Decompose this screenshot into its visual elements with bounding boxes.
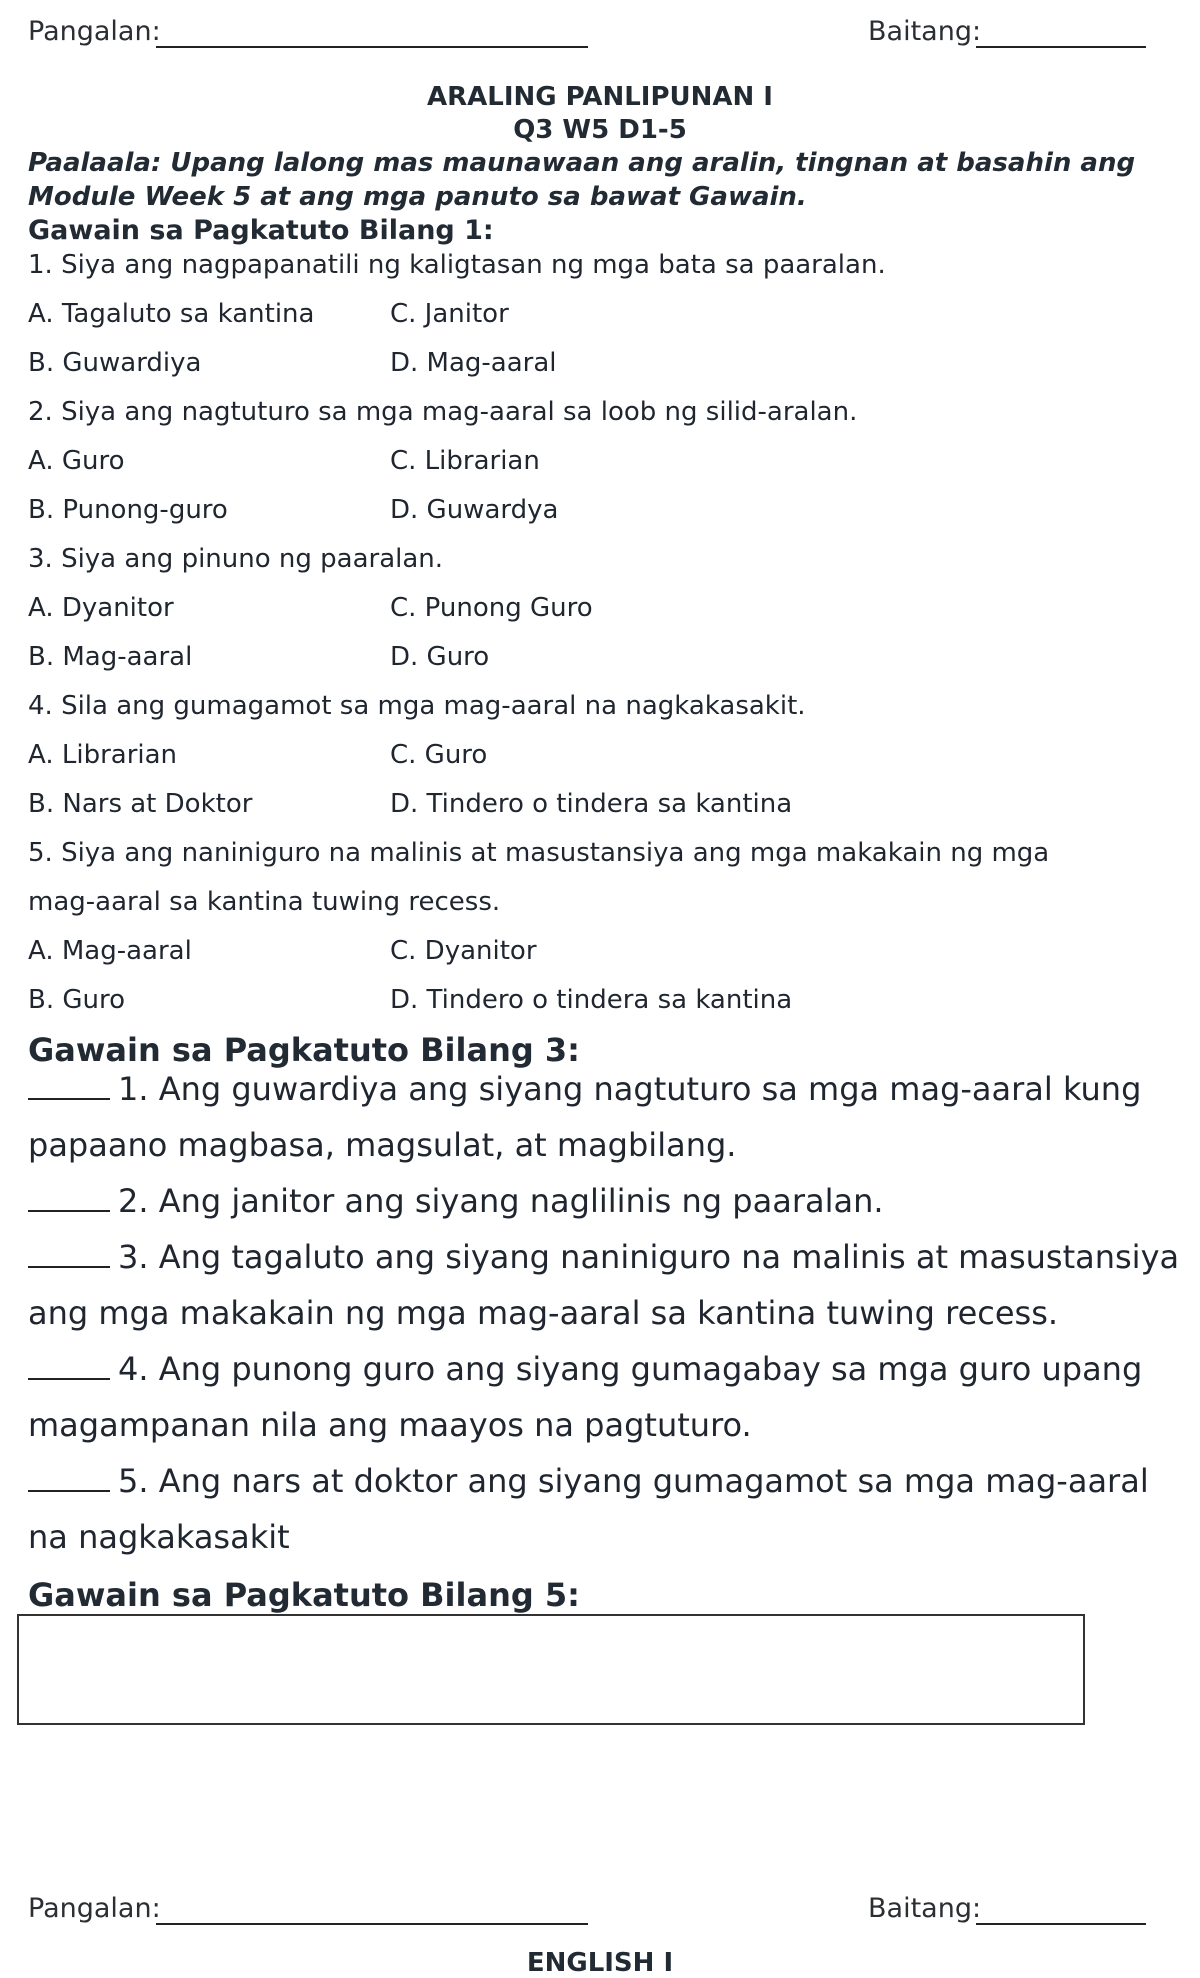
question-1-text: 1. Siya ang nagpapanatili ng kaligtasan ng mga bata sa paaralan. xyxy=(28,250,886,280)
activity-3-heading: Gawain sa Pagkatuto Bilang 3: xyxy=(28,1031,580,1069)
grade-field-2[interactable] xyxy=(976,1923,1146,1925)
next-subject-title: ENGLISH I xyxy=(526,1948,674,1978)
activity-1-heading: Gawain sa Pagkatuto Bilang 1: xyxy=(28,215,494,246)
quarter-week-label: Q3 W5 D1-5 xyxy=(513,115,687,145)
statement-text: 1. Ang guwardiya ang siyang nagtuturo sa mga mag-aaral kung xyxy=(118,1070,1142,1108)
question-2-choice[interactable]: D. Guwardya xyxy=(390,495,559,525)
question-3-choice[interactable]: D. Guro xyxy=(390,642,490,672)
question-5-choice[interactable]: B. Guro xyxy=(28,985,126,1015)
statement-5-continued: na nagkakasakit xyxy=(28,1518,290,1556)
statement-2 xyxy=(28,1182,884,1220)
grade-label-2: Baitang: xyxy=(868,1893,982,1924)
name-field[interactable] xyxy=(156,46,588,48)
name-label: Pangalan: xyxy=(28,16,161,47)
question-3-choice[interactable]: A. Dyanitor xyxy=(28,593,174,623)
reminder-line-2: Module Week 5 at ang mga panuto sa bawat Gawain. xyxy=(28,182,807,212)
answer-blank[interactable] xyxy=(28,1354,110,1380)
question-4-text: 4. Sila ang gumagamot sa mga mag-aaral na nagkakasakit. xyxy=(28,691,806,721)
question-1-choice[interactable]: D. Mag-aaral xyxy=(390,348,557,378)
question-2-text: 2. Siya ang nagtuturo sa mga mag-aaral sa loob ng silid-aralan. xyxy=(28,397,858,427)
answer-blank[interactable] xyxy=(28,1074,110,1100)
reminder-line-1: Paalaala: Upang lalong mas maunawaan ang aralin, tingnan at basahin ang xyxy=(28,148,1136,178)
name-field-2[interactable] xyxy=(156,1923,588,1925)
question-2-choice[interactable]: A. Guro xyxy=(28,446,125,476)
statement-text: 2. Ang janitor ang siyang naglilinis ng paaralan. xyxy=(118,1182,884,1220)
question-3-choice[interactable]: B. Mag-aaral xyxy=(28,642,193,672)
answer-blank[interactable] xyxy=(28,1186,110,1212)
answer-blank[interactable] xyxy=(28,1466,110,1492)
question-5-text: mag-aaral sa kantina tuwing recess. xyxy=(28,887,501,917)
question-2-choice[interactable]: B. Punong-guro xyxy=(28,495,228,525)
question-3-text: 3. Siya ang pinuno ng paaralan. xyxy=(28,544,444,574)
question-4-choice[interactable]: A. Librarian xyxy=(28,740,178,770)
answer-blank[interactable] xyxy=(28,1242,110,1268)
statement-4 xyxy=(28,1350,1142,1388)
subject-title: ARALING PANLIPUNAN I xyxy=(427,82,773,112)
activity-5-heading: Gawain sa Pagkatuto Bilang 5: xyxy=(28,1576,580,1614)
question-5-choice[interactable]: D. Tindero o tindera sa kantina xyxy=(390,985,793,1015)
statement-3 xyxy=(28,1238,1179,1276)
question-1-choice[interactable]: B. Guwardiya xyxy=(28,348,202,378)
statement-text: 5. Ang nars at doktor ang siyang gumagamot sa mga mag-aaral xyxy=(118,1462,1149,1500)
question-5-text: 5. Siya ang naniniguro na malinis at masustansiya ang mga makakain ng mga xyxy=(28,838,1050,868)
question-4-choice[interactable]: B. Nars at Doktor xyxy=(28,789,253,819)
question-2-choice[interactable]: C. Librarian xyxy=(390,446,540,476)
question-5-choice[interactable]: C. Dyanitor xyxy=(390,936,537,966)
statement-1-continued: papaano magbasa, magsulat, at magbilang. xyxy=(28,1126,737,1164)
question-4-choice[interactable]: D. Tindero o tindera sa kantina xyxy=(390,789,793,819)
statement-text: 3. Ang tagaluto ang siyang naniniguro na malinis at masustansiya xyxy=(118,1238,1180,1276)
question-1-choice[interactable]: C. Janitor xyxy=(390,299,509,329)
question-5-choice[interactable]: A. Mag-aaral xyxy=(28,936,192,966)
question-4-choice[interactable]: C. Guro xyxy=(390,740,488,770)
statement-3-continued: ang mga makakain ng mga mag-aaral sa kantina tuwing recess. xyxy=(28,1294,1059,1332)
name-label-2: Pangalan: xyxy=(28,1893,161,1924)
statement-text: 4. Ang punong guro ang siyang gumagabay sa mga guro upang xyxy=(118,1350,1143,1388)
grade-label: Baitang: xyxy=(868,16,982,47)
question-3-choice[interactable]: C. Punong Guro xyxy=(390,593,593,623)
statement-4-continued: magampanan nila ang maayos na pagtuturo. xyxy=(28,1406,752,1444)
question-1-choice[interactable]: A. Tagaluto sa kantina xyxy=(28,299,315,329)
activity-5-answer-box[interactable] xyxy=(17,1614,1085,1725)
statement-5 xyxy=(28,1462,1149,1500)
grade-field[interactable] xyxy=(976,46,1146,48)
statement-1 xyxy=(28,1070,1141,1108)
